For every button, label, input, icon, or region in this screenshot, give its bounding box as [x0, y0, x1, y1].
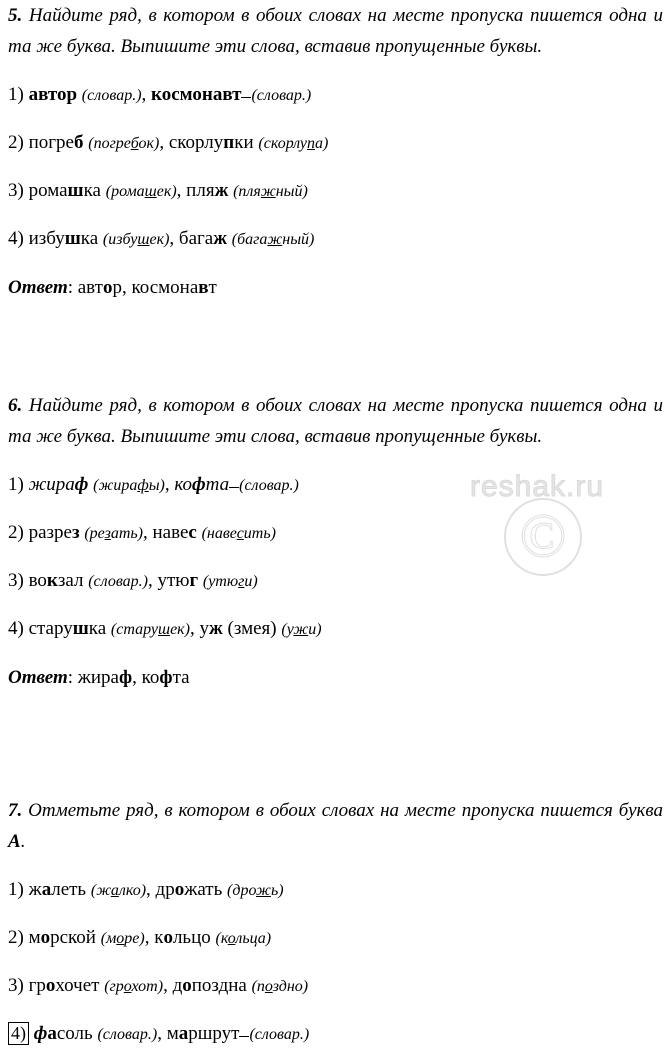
task-5-option-2 [8, 127, 663, 159]
option-marker: 1) [8, 474, 24, 495]
option-hint-1 [91, 882, 146, 899]
option-word-2-tail: ки [234, 132, 254, 153]
hint-underlined: ж [267, 231, 283, 248]
option-word-1-part: жира [28, 474, 75, 495]
hint-underlined: ж [260, 183, 276, 200]
option-hint-1 [106, 183, 177, 200]
option-hint-2 [281, 621, 321, 638]
option-hint-2: (словар.) [249, 1026, 310, 1043]
option-word-1-tail: хочет [55, 975, 100, 996]
option-hint-1: (словар.) [81, 87, 142, 104]
option-hint-1 [88, 135, 159, 152]
task-7-stem [8, 795, 663, 857]
option-sep: , [147, 570, 158, 591]
task-7-number: 7. [8, 800, 23, 821]
hint-open: (избу [102, 231, 138, 248]
hint-end: здно) [272, 978, 309, 995]
watermark-text: reshak.ru [470, 470, 605, 503]
hint-open: (дро [227, 882, 257, 899]
option-hint-1 [101, 930, 145, 947]
option-word-1-tail: ка [83, 180, 101, 201]
hint-open: (стару [110, 621, 158, 638]
option-hint-2 [227, 882, 284, 899]
hint-open: (пля [233, 183, 261, 200]
option-hint-1 [93, 477, 165, 494]
task-7-option-4 [8, 1018, 663, 1050]
hint-open: (ж [90, 882, 111, 899]
hint-underlined: о [123, 978, 132, 995]
option-sep: , [163, 975, 173, 996]
option-hint-2 [203, 573, 258, 590]
hint-end: ек) [170, 621, 190, 638]
option-hint-1 [84, 525, 143, 542]
blank-line [241, 97, 251, 98]
task-6-stem [8, 390, 663, 452]
hint-open: (гр [104, 978, 124, 995]
hint-end: ек) [156, 183, 177, 200]
answer-bold-1: ф [118, 667, 133, 688]
hint-end: ный) [282, 231, 315, 248]
option-word-1-part: во [28, 570, 47, 591]
answer-text-3: т [208, 277, 217, 298]
option-word-1-part: гр [28, 975, 46, 996]
option-marker: 3) [8, 570, 24, 591]
task-5-option-1 [8, 79, 663, 111]
hint-underlined: о [116, 930, 125, 947]
blank-line [229, 487, 239, 488]
option-word-1-letter: о [45, 975, 56, 996]
option-word-2-part: утю [157, 570, 190, 591]
option-marker: 3) [8, 975, 24, 996]
option-word-1-tail: р [66, 84, 78, 105]
hint-end: ить) [243, 525, 276, 542]
task-6-option-2 [8, 517, 663, 549]
task-6-option-4 [8, 613, 663, 645]
hint-underlined: о [227, 930, 236, 947]
option-word-2-letter: а [178, 1023, 189, 1044]
option-word-1-letter: б [73, 132, 84, 153]
option-word-1-tail: ка [88, 618, 107, 639]
option-hint-1 [104, 978, 163, 995]
hint-open: (ре [84, 525, 105, 542]
hint-underlined: ш [137, 231, 150, 248]
hint-underlined: з [104, 525, 111, 542]
option-marker: 1) [8, 879, 24, 900]
option-word-2-part: наве [152, 522, 189, 543]
option-word-2-part: скорлу [168, 132, 224, 153]
hint-end: ать) [110, 525, 143, 542]
task-5-stem-text: Найдите ряд, в котором в обоих словах на месте пропуска пишется одна и та же буква. Выпишите эти слова, вставив пропущенные буквы. [8, 5, 663, 57]
task-5-stem [8, 0, 663, 62]
hint-end: ы) [148, 477, 165, 494]
option-word-2-part: у [199, 618, 209, 639]
hint-underlined: ж [256, 882, 271, 899]
option-hint-2 [258, 135, 328, 152]
option-word-2-part: космона [151, 84, 223, 105]
option-sep: , [190, 618, 200, 639]
option-word-2-part: к [154, 927, 164, 948]
hint-open: (п [251, 978, 265, 995]
option-hint-2 [233, 183, 308, 200]
task-6-number: 6. [8, 395, 23, 416]
option-word-1-letter: ф [74, 474, 89, 495]
hint-underlined: п [306, 135, 315, 152]
option-word-2-part: м [166, 1023, 179, 1044]
hint-underlined: б [130, 135, 139, 152]
hint-end: а) [314, 135, 329, 152]
option-marker: 3) [8, 180, 24, 201]
option-word-1-letter: к [46, 570, 58, 591]
option-sep: , [146, 879, 156, 900]
task-7-option-1 [8, 874, 663, 906]
hint-end: ь) [270, 882, 284, 899]
hint-open: (скорлу [258, 135, 307, 152]
hint-end: ре) [124, 930, 145, 947]
option-hint-1 [103, 231, 170, 248]
option-word-2-part: др [155, 879, 175, 900]
hint-end: ек) [149, 231, 170, 248]
option-marker: 4) [8, 228, 24, 249]
option-hint-2 [202, 525, 276, 542]
option-sep: , [169, 228, 179, 249]
option-word-2-letter: в [222, 84, 233, 105]
hint-underlined: ш [144, 183, 157, 200]
option-word-2-part: д [172, 975, 183, 996]
hint-underlined: ж [293, 621, 309, 638]
task-6-answer [8, 662, 663, 693]
option-word-2-tail: ршрут [188, 1023, 240, 1044]
option-word-1-letter: з [71, 522, 80, 543]
option-hint-2 [232, 231, 315, 248]
option-word-1-part: авт [28, 84, 57, 105]
option-hint-2: (словар.) [239, 477, 299, 494]
option-word-1-tail: рской [50, 927, 96, 948]
answer-sep: : [67, 277, 78, 298]
task-7-option-3 [8, 970, 663, 1002]
answer-text-1: жира [77, 667, 119, 688]
option-word-2-part: бага [178, 228, 214, 249]
answer-text-1: авт [77, 277, 103, 298]
option-sep: , [164, 474, 175, 495]
hint-open: (бага [231, 231, 268, 248]
option-word-2-letter: о [163, 927, 173, 948]
option-word-2-letter: г [189, 570, 199, 591]
option-word-1-letter: о [40, 927, 51, 948]
hint-underlined: о [264, 978, 273, 995]
answer-bold-2: ф [159, 667, 173, 688]
task-7-stem-text: Отметьте ряд, в котором в обоих словах на месте пропуска пишется буква [28, 800, 664, 821]
option-hint-1: (словар.) [97, 1026, 158, 1043]
task-5-answer [8, 272, 663, 303]
task-5-option-3 [8, 175, 663, 207]
option-word-2-tail: та [205, 474, 230, 495]
option-word-1-letter: о [56, 84, 67, 105]
option-word-1-part: м [28, 927, 41, 948]
option-word-2-letter: п [223, 132, 235, 153]
option-marker: 4) [8, 618, 24, 639]
option-word-2-tail: (змея) [222, 618, 277, 639]
task-5 [8, 0, 663, 303]
option-word-1-part: стару [28, 618, 73, 639]
option-word-1-tail: соль [56, 1023, 93, 1044]
option-sep: , [141, 84, 152, 105]
option-word-1-part: погре [28, 132, 74, 153]
option-sep: , [144, 927, 155, 948]
task-7-stem-end: . [20, 831, 26, 852]
hint-open: (м [100, 930, 117, 947]
option-hint-2: (словар.) [251, 87, 312, 104]
option-sep: , [176, 180, 187, 201]
answer-bold-1: о [102, 277, 113, 298]
option-word-1-part: ж [28, 879, 42, 900]
task-7-stem-letter: А [8, 831, 21, 852]
option-marker: 2) [8, 522, 24, 543]
hint-end: хот) [131, 978, 164, 995]
option-word-1-part: рома [28, 180, 68, 201]
hint-open: (у [281, 621, 294, 638]
hint-underlined: г [238, 573, 245, 590]
answer-text-3: та [172, 667, 190, 688]
task-6-stem-text: Найдите ряд, в котором в обоих словах на месте пропуска пишется одна и та же буква. Выпишите эти слова, вставив пропущенные буквы. [8, 395, 663, 447]
option-word-2-letter: ж [209, 618, 223, 639]
option-word-1-letter: ш [67, 180, 84, 201]
option-marker: 2) [8, 927, 24, 948]
hint-underlined: а [110, 882, 119, 899]
option-word-2-letter: ж [214, 180, 229, 201]
task-7 [8, 795, 663, 1050]
option-word-1-part: разре [28, 522, 72, 543]
option-word-2-tail: льцо [172, 927, 211, 948]
hint-underlined: ш [158, 621, 171, 638]
hint-open: (жира [93, 477, 138, 494]
option-word-1-tail: леть [51, 879, 87, 900]
hint-open: (к [215, 930, 228, 947]
hint-open: (наве [201, 525, 237, 542]
hint-end: ный) [275, 183, 308, 200]
option-word-1-letter: а [47, 1023, 57, 1044]
option-word-1-letter-lead: ф [33, 1023, 48, 1044]
option-word-2-letter: с [188, 522, 197, 543]
task-6 [8, 390, 663, 693]
option-marker: 1) [8, 84, 24, 105]
hint-end: и) [244, 573, 258, 590]
answer-label: Ответ [8, 667, 68, 688]
option-word-2-tail: т [232, 84, 242, 105]
option-word-2-part: ко [174, 474, 193, 495]
task-5-option-4 [8, 223, 663, 255]
task-6-option-3 [8, 565, 663, 597]
hint-end: лко) [118, 882, 147, 899]
option-marker-boxed[interactable]: 4) [8, 1022, 29, 1045]
option-word-1-letter: ш [64, 228, 81, 249]
blank-line [239, 1036, 249, 1037]
answer-text-2: , ко [132, 667, 160, 688]
task-7-option-2 [8, 922, 663, 954]
option-word-2-tail: поздна [191, 975, 247, 996]
hint-open: (утю [202, 573, 239, 590]
option-word-1-part: избу [28, 228, 65, 249]
hint-underlined: с [236, 525, 244, 542]
hint-open: (погре [88, 135, 131, 152]
option-hint-1: (словар.) [88, 573, 148, 590]
task-6-option-1 [8, 469, 663, 501]
task-5-number: 5. [8, 5, 23, 26]
answer-bold-2: в [198, 277, 209, 298]
option-word-1-tail: ка [80, 228, 99, 249]
option-hint-2 [252, 978, 309, 995]
option-word-2-tail: жать [184, 879, 223, 900]
answer-sep: : [67, 667, 78, 688]
option-word-1-letter: а [41, 879, 52, 900]
hint-end: ок) [138, 135, 160, 152]
option-sep: , [142, 522, 153, 543]
option-hint-1 [111, 621, 190, 638]
answer-label: Ответ [8, 277, 68, 298]
option-word-1-tail: зал [57, 570, 84, 591]
option-word-2-letter: о [182, 975, 192, 996]
option-word-2-letter: ж [213, 228, 228, 249]
hint-end: и) [308, 621, 322, 638]
hint-underlined: ф [137, 477, 149, 494]
option-hint-2 [216, 930, 272, 947]
option-word-2-letter: ф [192, 474, 206, 495]
option-sep: , [157, 1023, 167, 1044]
option-marker: 2) [8, 132, 24, 153]
option-sep: , [159, 132, 169, 153]
hint-end: льца) [235, 930, 272, 947]
option-word-2-letter: о [174, 879, 185, 900]
option-word-1-letter: ш [72, 618, 89, 639]
option-word-2-part: пля [186, 180, 215, 201]
answer-text-2: р, космона [112, 277, 199, 298]
hint-open: (рома [105, 183, 145, 200]
